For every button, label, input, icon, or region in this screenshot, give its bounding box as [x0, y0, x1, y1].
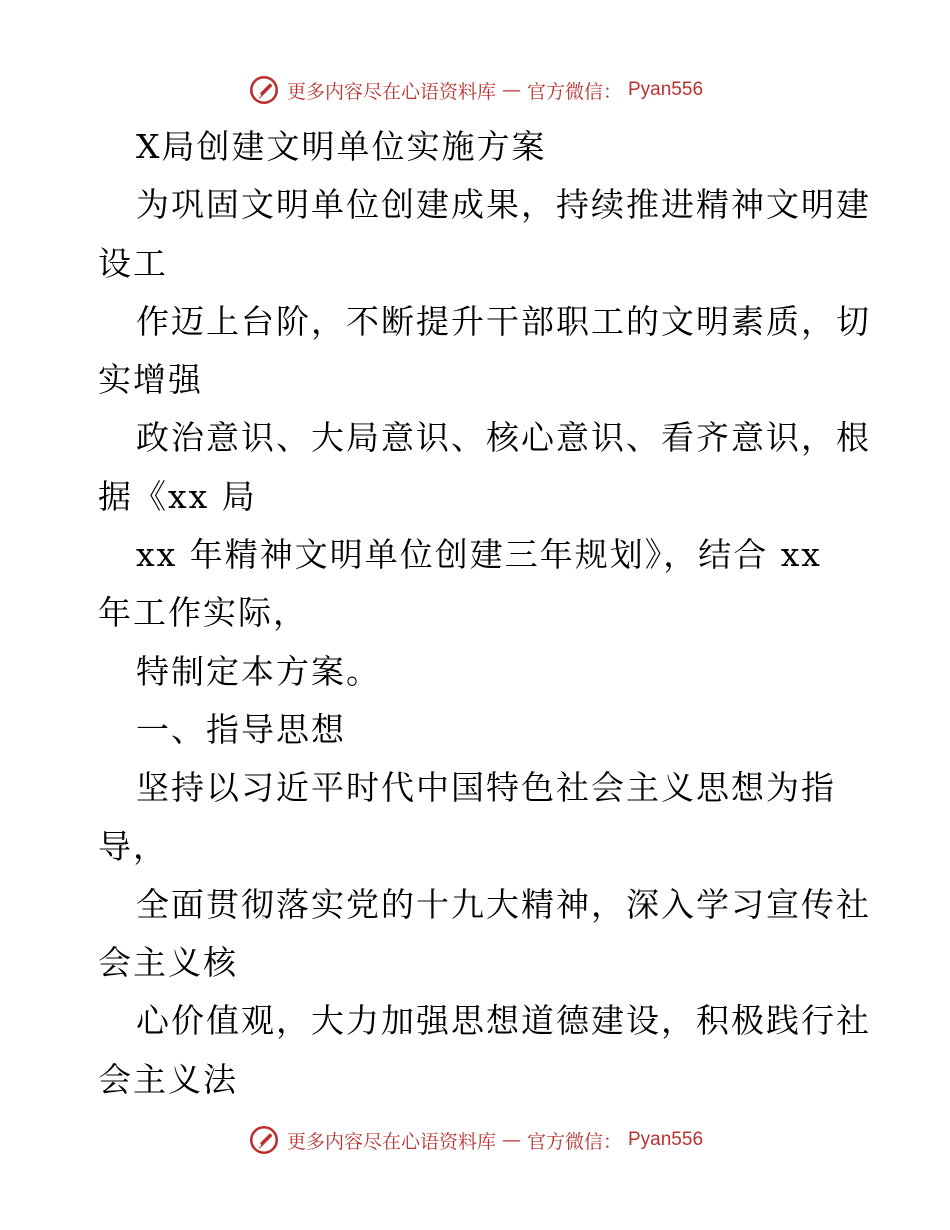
watermark-wechat-id: Pyan556 — [628, 1129, 704, 1150]
paragraph-line: 会主义核 — [98, 943, 238, 983]
paragraph-line: 导， — [98, 826, 168, 866]
watermark-wechat-label: 官方微信： — [526, 80, 622, 103]
watermark-separator: — — [501, 79, 521, 101]
paragraph-line: 年工作实际， — [98, 593, 308, 633]
watermark-wechat-label: 官方微信： — [526, 1130, 622, 1153]
paragraph-line: 据《xx 局 — [98, 476, 257, 516]
paragraph-line: 会主义法 — [98, 1059, 238, 1099]
paragraph-line: 心价值观，大力加强思想道德建设，积极践行社 — [136, 1001, 871, 1041]
paragraph-line: 设工 — [98, 243, 168, 283]
paragraph-line: 政治意识、大局意识、核心意识、看齐意识，根 — [136, 418, 871, 458]
watermark-text: 更多内容尽在心语资料库 — [286, 80, 496, 103]
pen-nib-logo-icon — [247, 1123, 281, 1157]
header-watermark — [0, 70, 950, 110]
paragraph-line: 作迈上台阶，不断提升干部职工的文明素质，切 — [136, 301, 871, 341]
paragraph-line: 实增强 — [98, 360, 203, 400]
pen-nib-logo-icon — [247, 73, 281, 107]
document-title: X局创建文明单位实施方案 — [136, 127, 547, 166]
watermark-wechat-id: Pyan556 — [628, 79, 704, 100]
section-heading: 一、指导思想 — [136, 709, 346, 749]
document-body — [98, 118, 871, 1109]
paragraph-line: 坚持以习近平时代中国特色社会主义思想为指 — [136, 768, 836, 808]
watermark-separator: — — [501, 1129, 521, 1151]
paragraph-line: 特制定本方案。 — [136, 651, 381, 691]
watermark-text: 更多内容尽在心语资料库 — [286, 1130, 496, 1153]
paragraph-line: 为巩固文明单位创建成果，持续推进精神文明建 — [136, 185, 871, 225]
footer-watermark — [0, 1120, 950, 1160]
paragraph-line: 全面贯彻落实党的十九大精神，深入学习宣传社 — [136, 884, 871, 924]
paragraph-line: xx 年精神文明单位创建三年规划》，结合 xx — [136, 535, 822, 575]
